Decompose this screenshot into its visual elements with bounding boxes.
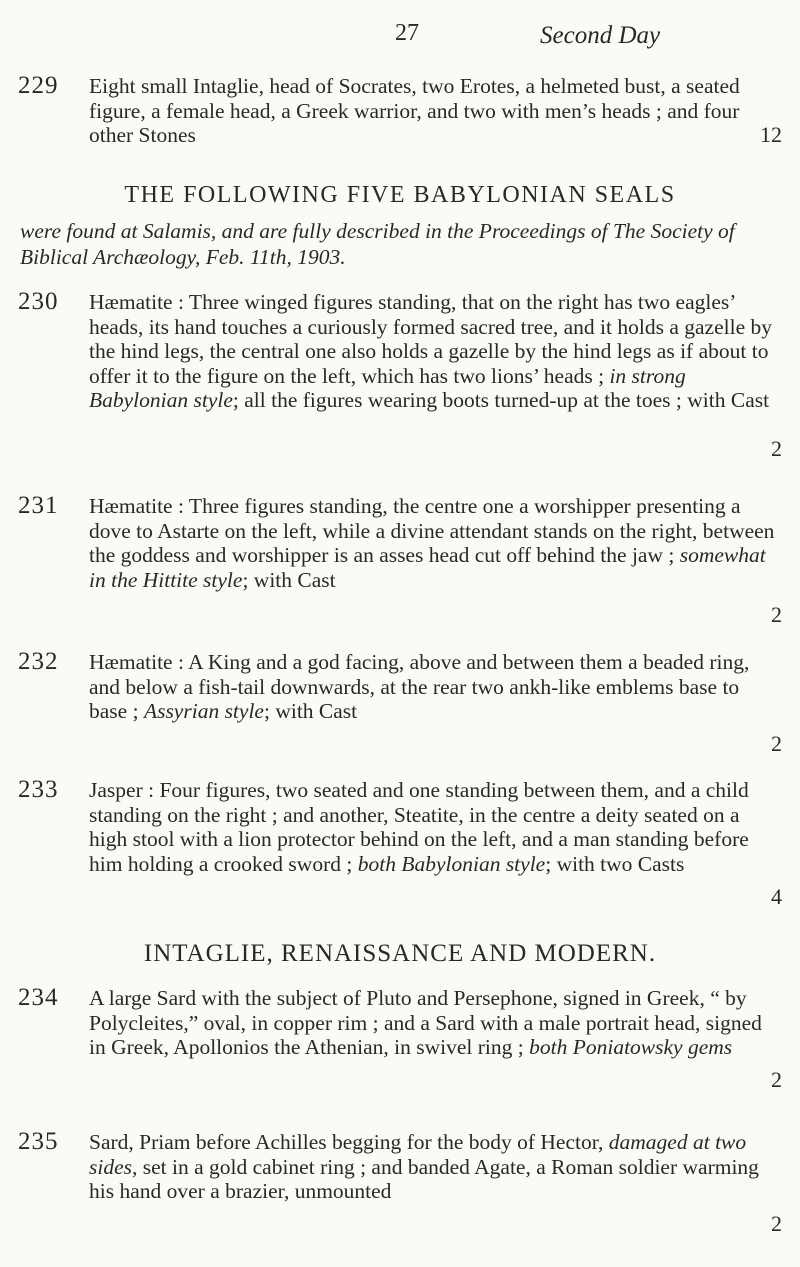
lot-text: Eight small Intaglie, head of Socrates, two Erotes, a helmeted bust, a seated figure, a female head, a Greek warrior, and two with men’s heads ; and four other Stones — [89, 74, 740, 147]
lot-text-tail: ; with Cast — [263, 699, 358, 723]
lot-quantity: 2 — [771, 1211, 782, 1236]
lot-text-italic: both Babylonian style — [357, 851, 546, 876]
lot-number: 235 — [18, 1128, 59, 1155]
lot-number: 232 — [18, 648, 59, 675]
lot-text-tail: ; all the figures wearing boots turned-up at the toes ; with Cast — [232, 388, 770, 412]
lot-entry — [0, 1128, 800, 1243]
lot-entry — [0, 492, 800, 632]
lot-entry — [0, 984, 800, 1099]
page-header — [0, 20, 800, 60]
lot-text: A large Sard with the subject of Pluto and Persephone, signed in Greek, “ by Polycleites,” oval, in copper rim ; and a Sard with a male portrait head, signed in Greek, Apollonios the Athenian, in swivel ring ; — [89, 986, 762, 1059]
lot-description — [89, 1130, 775, 1204]
lot-entry — [0, 288, 800, 468]
lot-description — [89, 74, 775, 148]
lot-quantity: 2 — [771, 602, 782, 627]
lot-description — [89, 290, 775, 413]
lot-text: Hæmatite : Three winged figures standing, that on the right has two eagles’ heads, its hand touches a curiously formed sacred tree, and it holds a gazelle by the hind legs, the central one also holds a gazelle by the hind legs as if about to offer it to the figure on the left, which has two lions’ heads ; — [89, 290, 772, 388]
lot-text-tail: set in a gold cabinet ring ; and banded Agate, a Roman soldier warming his hand over a brazier, unmounted — [89, 1154, 759, 1203]
lot-text: Hæmatite : Three figures standing, the centre one a worshipper presenting a dove to Astarte on the left, while a divine attendant stands on the right, between the goddess and worshipper is an asses head cut off behind the jaw ; — [89, 494, 775, 567]
lot-text-tail: ; with two Casts — [545, 851, 685, 876]
babylonian-intro — [20, 218, 780, 270]
lot-number: 230 — [18, 288, 59, 315]
lot-quantity: 12 — [760, 122, 782, 147]
lot-text: Hæmatite : A King and a god facing, above and between them a beaded ring, and below a fish-tail downwards, at the rear two ankh-like emblems base to base ; — [89, 650, 750, 723]
lot-description — [89, 494, 775, 592]
lot-description — [89, 650, 775, 724]
lot-entry — [0, 648, 800, 763]
intro-text: were found at Salamis, and are fully described in the Proceedings of The Society of Biblical Archæology, Feb. 11th, 1903. — [20, 219, 735, 269]
lot-description — [89, 986, 775, 1060]
lot-text-tail: ; with Cast — [242, 567, 336, 592]
lot-entry — [0, 776, 800, 916]
lot-text-italic: in strong Babylonian style — [89, 363, 686, 412]
lot-number: 229 — [18, 72, 59, 99]
lot-text-italic: somewhat in the Hittite style — [89, 543, 766, 592]
lot-quantity: 2 — [771, 436, 782, 461]
lot-quantity: 2 — [771, 731, 782, 756]
lot-text-italic: Assyrian style — [143, 699, 264, 723]
lot-text-italic: both Poniatowsky gems — [529, 1035, 733, 1059]
lot-number: 231 — [18, 492, 59, 519]
lot-text: Sard, Priam before Achilles begging for the body of Hector, — [89, 1130, 604, 1154]
lot-entry — [0, 72, 800, 152]
lot-number: 233 — [18, 776, 59, 803]
section-heading-intaglie: INTAGLIE, RENAISSANCE AND MODERN. — [143, 940, 657, 967]
lot-text: Jasper : Four figures, two seated and one standing between them, and a child standing on the right ; and another, Steatite, in the centre a deity seated on a high stool with a lion protector behind on the left, and a man standing before him holding a crooked sword ; — [89, 778, 749, 876]
lot-number: 234 — [18, 984, 59, 1011]
lot-quantity: 4 — [771, 884, 782, 909]
lot-text-italic: damaged at two sides, — [89, 1130, 747, 1179]
lot-description — [89, 778, 775, 876]
lot-quantity: 2 — [771, 1067, 782, 1092]
page-number: 27 — [395, 20, 419, 46]
running-title: Second Day — [540, 22, 661, 49]
section-heading-babylonian: THE FOLLOWING FIVE BABYLONIAN SEALS — [124, 182, 676, 208]
